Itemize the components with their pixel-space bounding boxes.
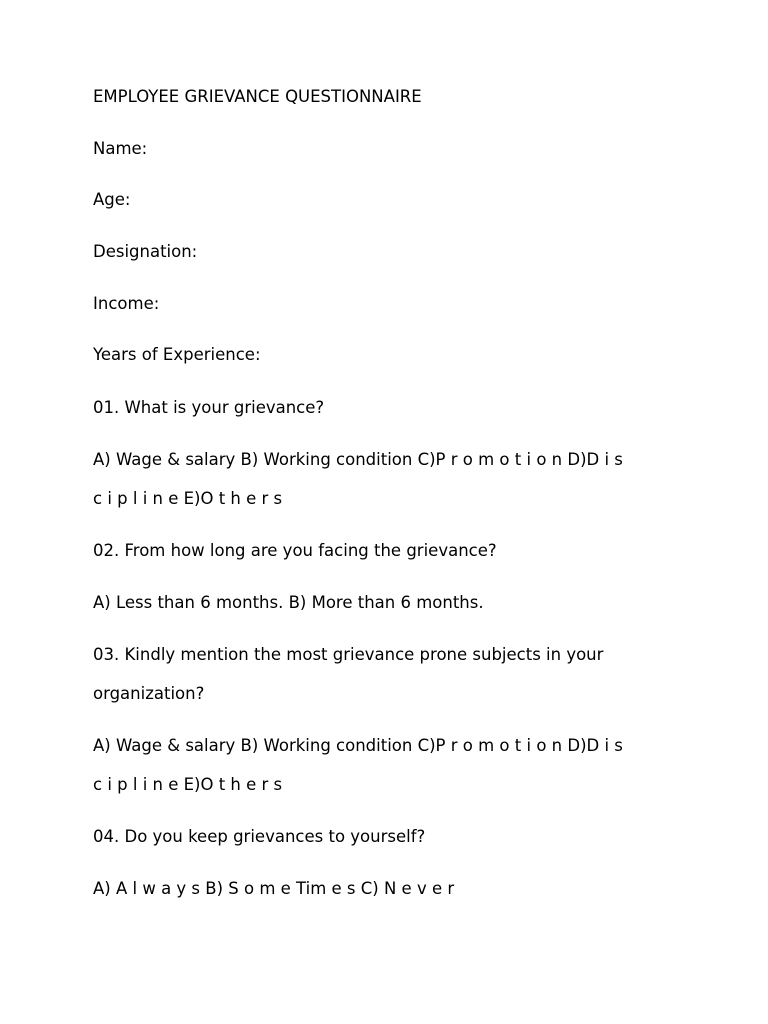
age-field-label: Age: [93,190,131,209]
question-3-continued: organization? [93,684,205,703]
question-3-options: A) Wage & salary B) Working condition C)P r o m o t i o n D)D i s [93,736,623,755]
experience-field-label: Years of Experience: [93,345,261,364]
question-2: 02. From how long are you facing the grievance? [93,541,497,560]
question-1-options: A) Wage & salary B) Working condition C)P r o m o t i o n D)D i s [93,450,623,469]
income-field-label: Income: [93,294,160,313]
question-1-options-continued: c i p l i n e E)O t h e r s [93,489,283,508]
designation-field-label: Designation: [93,242,198,261]
question-3: 03. Kindly mention the most grievance prone subjects in your [93,645,604,664]
question-4: 04. Do you keep grievances to yourself? [93,827,426,846]
name-field-label: Name: [93,139,148,158]
question-2-options: A) Less than 6 months. B) More than 6 months. [93,593,484,612]
question-4-options: A) A l w a y s B) S o m e Tim e s C) N e v e r [93,879,455,898]
question-3-options-continued: c i p l i n e E)O t h e r s [93,775,283,794]
document-title: EMPLOYEE GRIEVANCE QUESTIONNAIRE [93,87,422,106]
question-1: 01. What is your grievance? [93,398,325,417]
